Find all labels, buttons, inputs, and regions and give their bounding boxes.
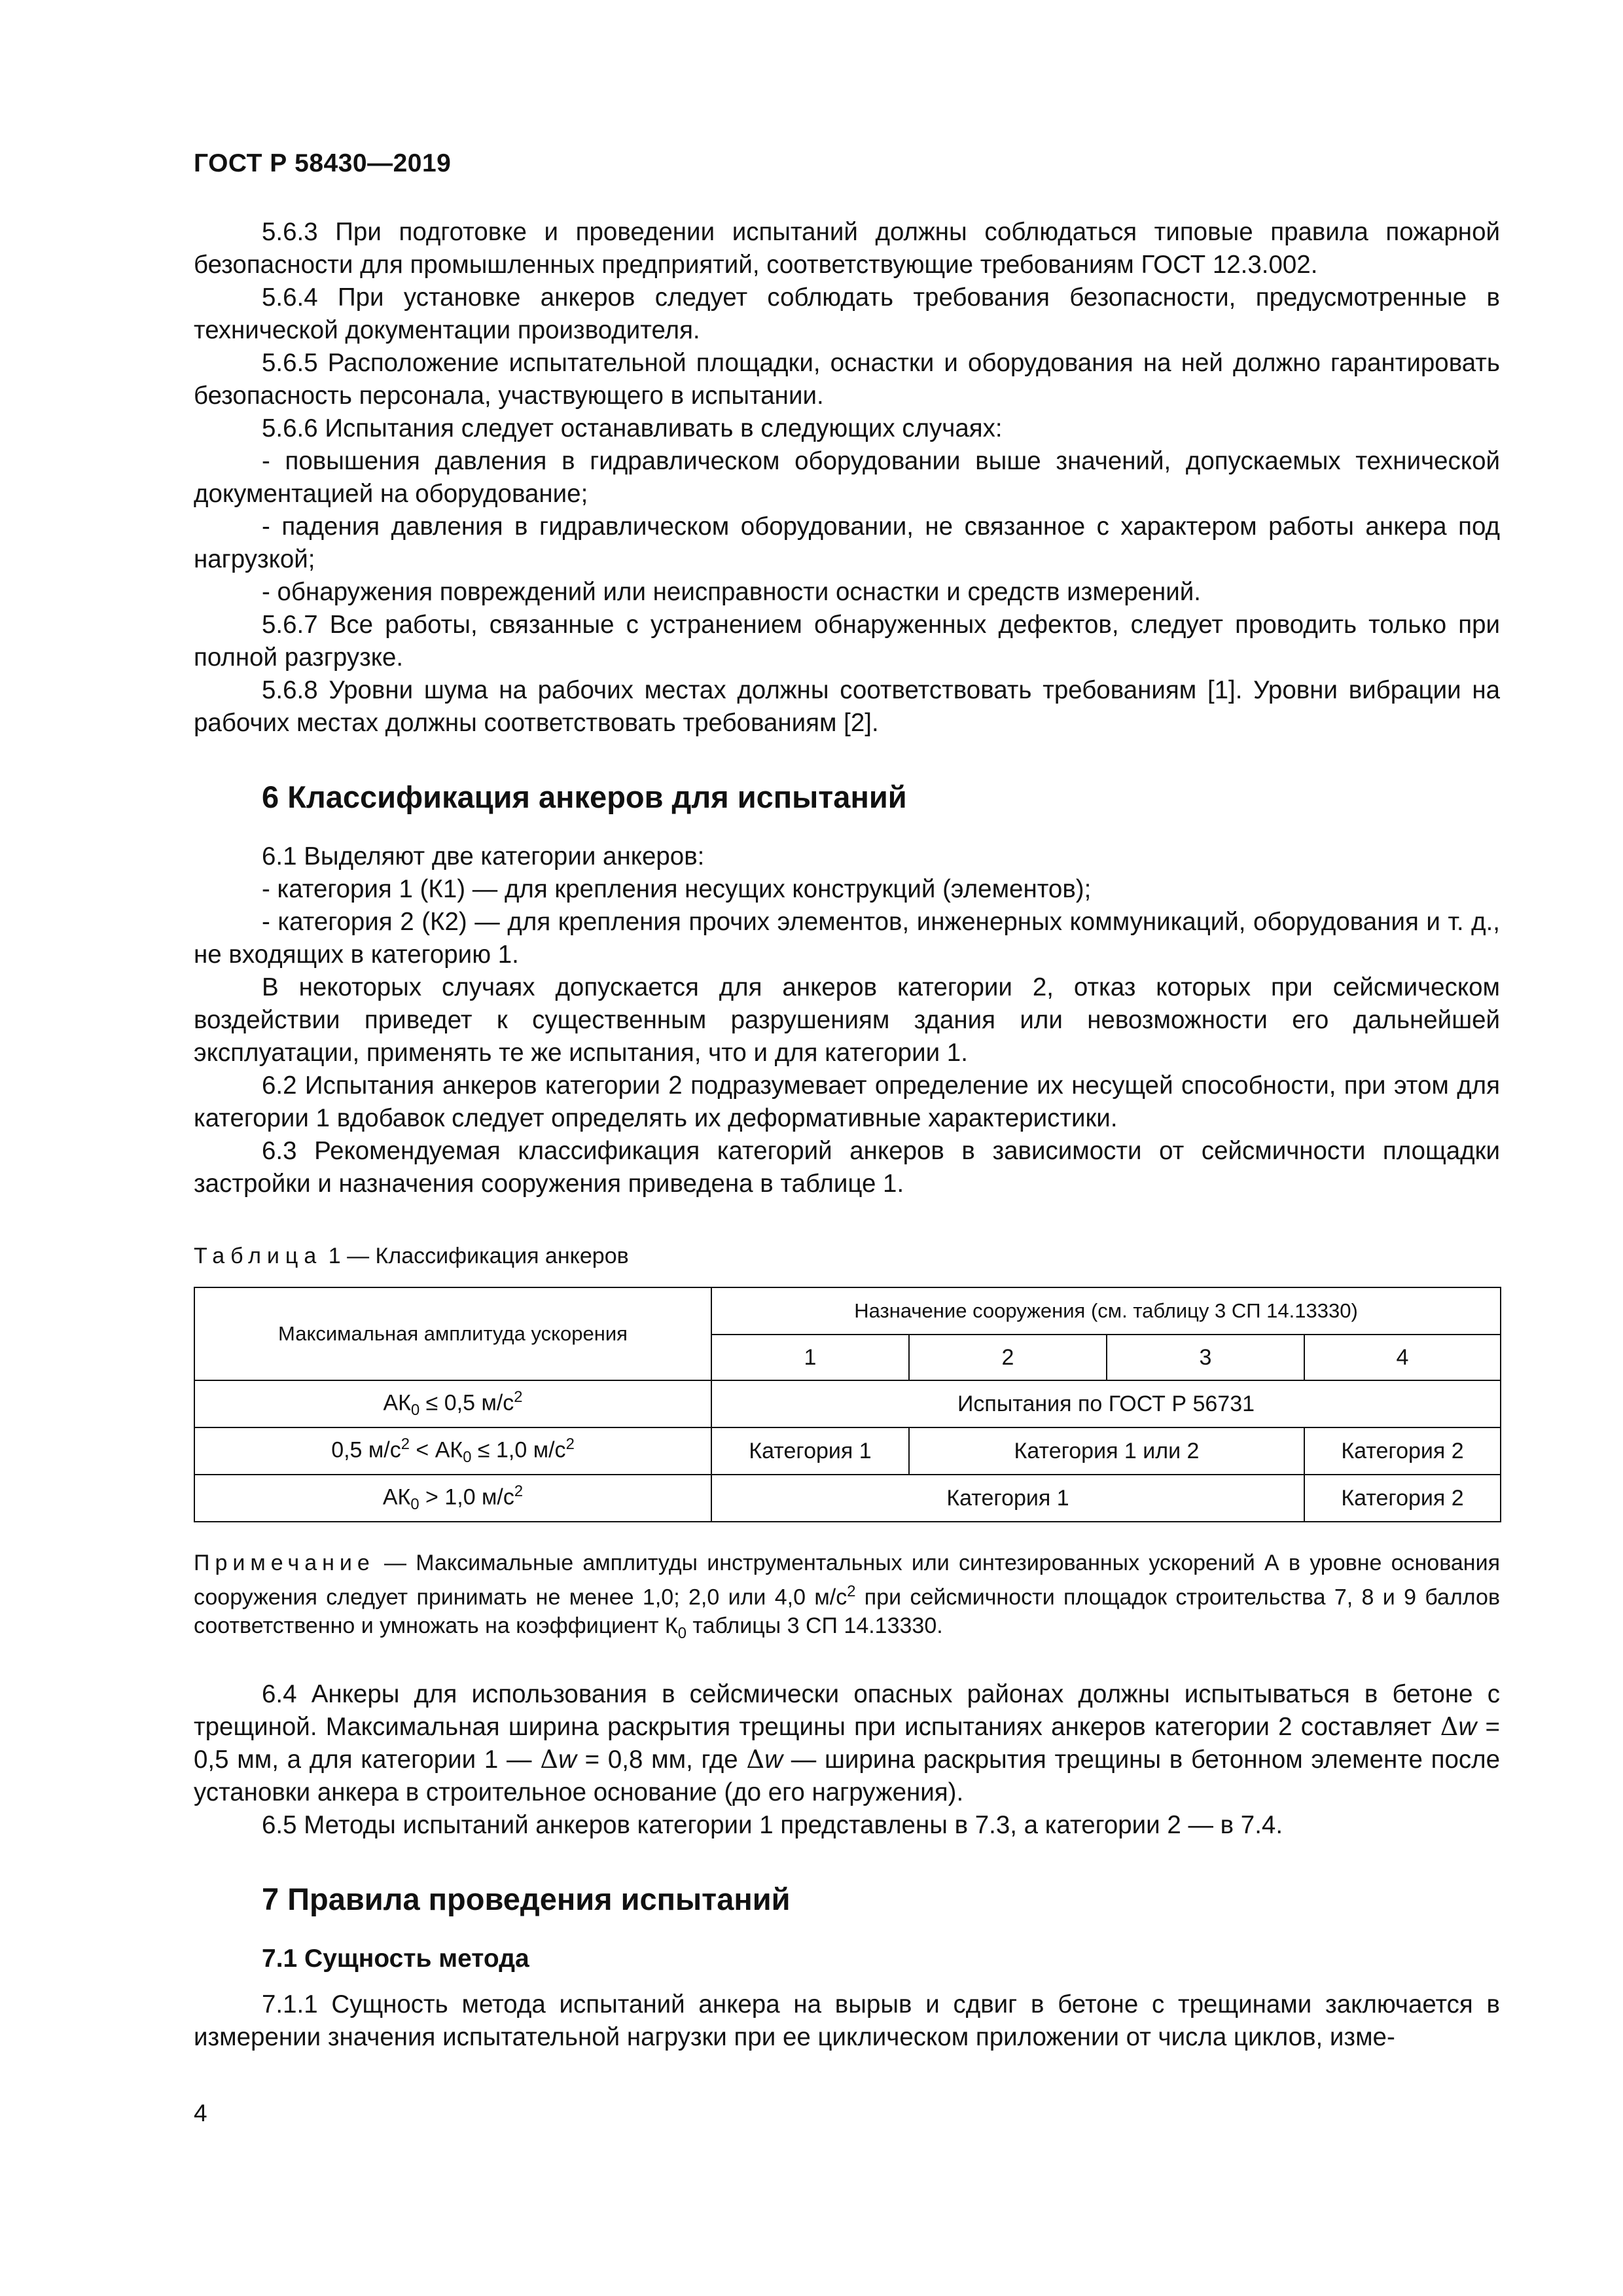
- section-7-heading: 7 Правила проведения испытаний: [262, 1882, 791, 1917]
- acceleration-cell: $АК_0 > 1,0$ $м/с^2$: [194, 1475, 711, 1522]
- page-number: 4: [194, 2100, 207, 2126]
- table-row: [194, 1475, 1501, 1522]
- list-item: - категория 2 (К2) — для крепления прочих элементов, инженерных коммуникаций, оборудования и т. д., не входящих в категорию 1.: [194, 908, 1500, 969]
- subheader-1: 1: [711, 1335, 909, 1380]
- acceleration-cell: 0,5 $м/с^2 < АК_0 \le 1,0$ $м/с^2$: [194, 1427, 711, 1475]
- table-cell: Категория 1: [711, 1427, 909, 1475]
- table-caption-title: 1 — Классификация анкеров: [322, 1244, 629, 1268]
- document-body: [194, 216, 1500, 2054]
- paragraph-7-1-1: 7.1.1 Сущность метода испытаний анкера на вырыв и сдвиг в бетоне с трещинами заключается в измерении значения испытательной нагрузки при ее циклическом приложении от числа циклов, изме-: [194, 1990, 1500, 2052]
- table-row: [194, 1380, 1501, 1427]
- paragraph-6-5: 6.5 Методы испытаний анкеров категории 1 представлены в 7.3, а категории 2 — в 7.4.: [262, 1811, 1283, 1840]
- paragraph-5-6-7: 5.6.7 Все работы, связанные с устранением обнаруженных дефектов, следует проводить только при полной разгрузке.: [194, 611, 1500, 672]
- col-header-acceleration: Максимальная амплитуда ускорения: [194, 1287, 711, 1380]
- subheader-3: 3: [1107, 1335, 1304, 1380]
- document-header: ГОСТ Р 58430—2019: [194, 149, 452, 177]
- paragraph-5-6-3: 5.6.3 При подготовке и проведении испытаний должны соблюдаться типовые правила пожарной безопасности для промышленных предприятий, соответствующие требованиям ГОСТ 12.3.002.: [194, 218, 1500, 279]
- list-item: - категория 1 (К1) — для крепления несущих конструкций (элементов);: [262, 875, 1092, 903]
- table-cell: Категория 2: [1304, 1427, 1501, 1475]
- note-label: Примечание: [194, 1551, 375, 1575]
- paragraph-6-1: 6.1 Выделяют две категории анкеров:: [262, 842, 705, 870]
- paragraph-6-4: 6.4 Анкеры для использования в сейсмически опасных районах должны испытываться в бетоне с трещиной. Максимальная ширина раскрытия трещины при испытаниях анкеров категории 2 составляет Δw = 0,5 мм, а для категории 1 — Δw = 0,8 мм, где Δw — ширина раскрытия трещины в бетонном элементе после установки анкера в строительное основание (до его нагружения).: [194, 1680, 1501, 1807]
- table-cell: Испытания по ГОСТ Р 56731: [711, 1380, 1501, 1427]
- subheader-4: 4: [1304, 1335, 1501, 1380]
- paragraph-5-6-5: 5.6.5 Расположение испытательной площадки, оснастки и оборудования на ней должно гарантировать безопасность персонала, участвующего в испытании.: [194, 349, 1500, 410]
- table-note: Примечание — Максимальные амплитуды инструментальных или синтезированных ускорений А в уровне основания сооружения следует принимать не менее 1,0; 2,0 или 4,0 $м/с^2$ при сейсмичности площадок строительства 7, 8 и 9 баллов соответственно и умножать на коэффициент $К_0$ таблицы 3 СП 14.13330.: [194, 1551, 1500, 1643]
- table-cell: Категория 1 или 2: [909, 1427, 1304, 1475]
- group-header-purpose: Назначение сооружения (см. таблицу 3 СП 14.13330): [711, 1287, 1501, 1335]
- paragraph-5-6-8: 5.6.8 Уровни шума на рабочих местах должны соответствовать требованиям [1]. Уровни вибрации на рабочих местах должны соответствовать требованиям [2].: [194, 676, 1500, 737]
- paragraph-6-2: 6.2 Испытания анкеров категории 2 подразумевает определение их несущей способности, при этом для категории 1 вдобавок следует определять их деформативные характеристики.: [194, 1071, 1500, 1132]
- paragraph-6-3: 6.3 Рекомендуемая классификация категорий анкеров в зависимости от сейсмичности площадки застройки и назначения сооружения приведена в таблице 1.: [194, 1137, 1500, 1198]
- table-caption: [194, 1242, 1500, 1270]
- table-cell: Категория 2: [1304, 1475, 1501, 1522]
- table-header-row: [194, 1287, 1501, 1335]
- table-row: [194, 1427, 1501, 1475]
- paragraph-5-6-6: 5.6.6 Испытания следует останавливать в следующих случаях:: [262, 414, 1003, 442]
- table-cell: Категория 1: [711, 1475, 1304, 1522]
- paragraph-6-1-note: В некоторых случаях допускается для анкеров категории 2, отказ которых при сейсмическом воздействии приведет к существенным разрушениям здания или невозможности его дальнейшей эксплуатации, применять те же испытания, что и для категории 1.: [194, 973, 1500, 1067]
- table-caption-word: Таблица: [194, 1244, 323, 1268]
- list-item: - повышения давления в гидравлическом оборудовании выше значений, допускаемых технической документацией на оборудование;: [194, 447, 1500, 508]
- subheader-2: 2: [909, 1335, 1107, 1380]
- paragraph-5-6-4: 5.6.4 При установке анкеров следует соблюдать требования безопасности, предусмотренные в технической документации производителя.: [194, 283, 1500, 344]
- list-item: - обнаружения повреждений или неисправности оснастки и средств измерений.: [262, 578, 1202, 606]
- list-item: - падения давления в гидравлическом оборудовании, не связанное с характером работы анкера под нагрузкой;: [194, 512, 1500, 573]
- section-6-heading: 6 Классификация анкеров для испытаний: [262, 780, 907, 814]
- section-7-1-heading: 7.1 Сущность метода: [262, 1945, 529, 1973]
- acceleration-cell: $АК_0 \le 0,5$ $м/с^2$: [194, 1380, 711, 1427]
- classification-table: [194, 1287, 1501, 1522]
